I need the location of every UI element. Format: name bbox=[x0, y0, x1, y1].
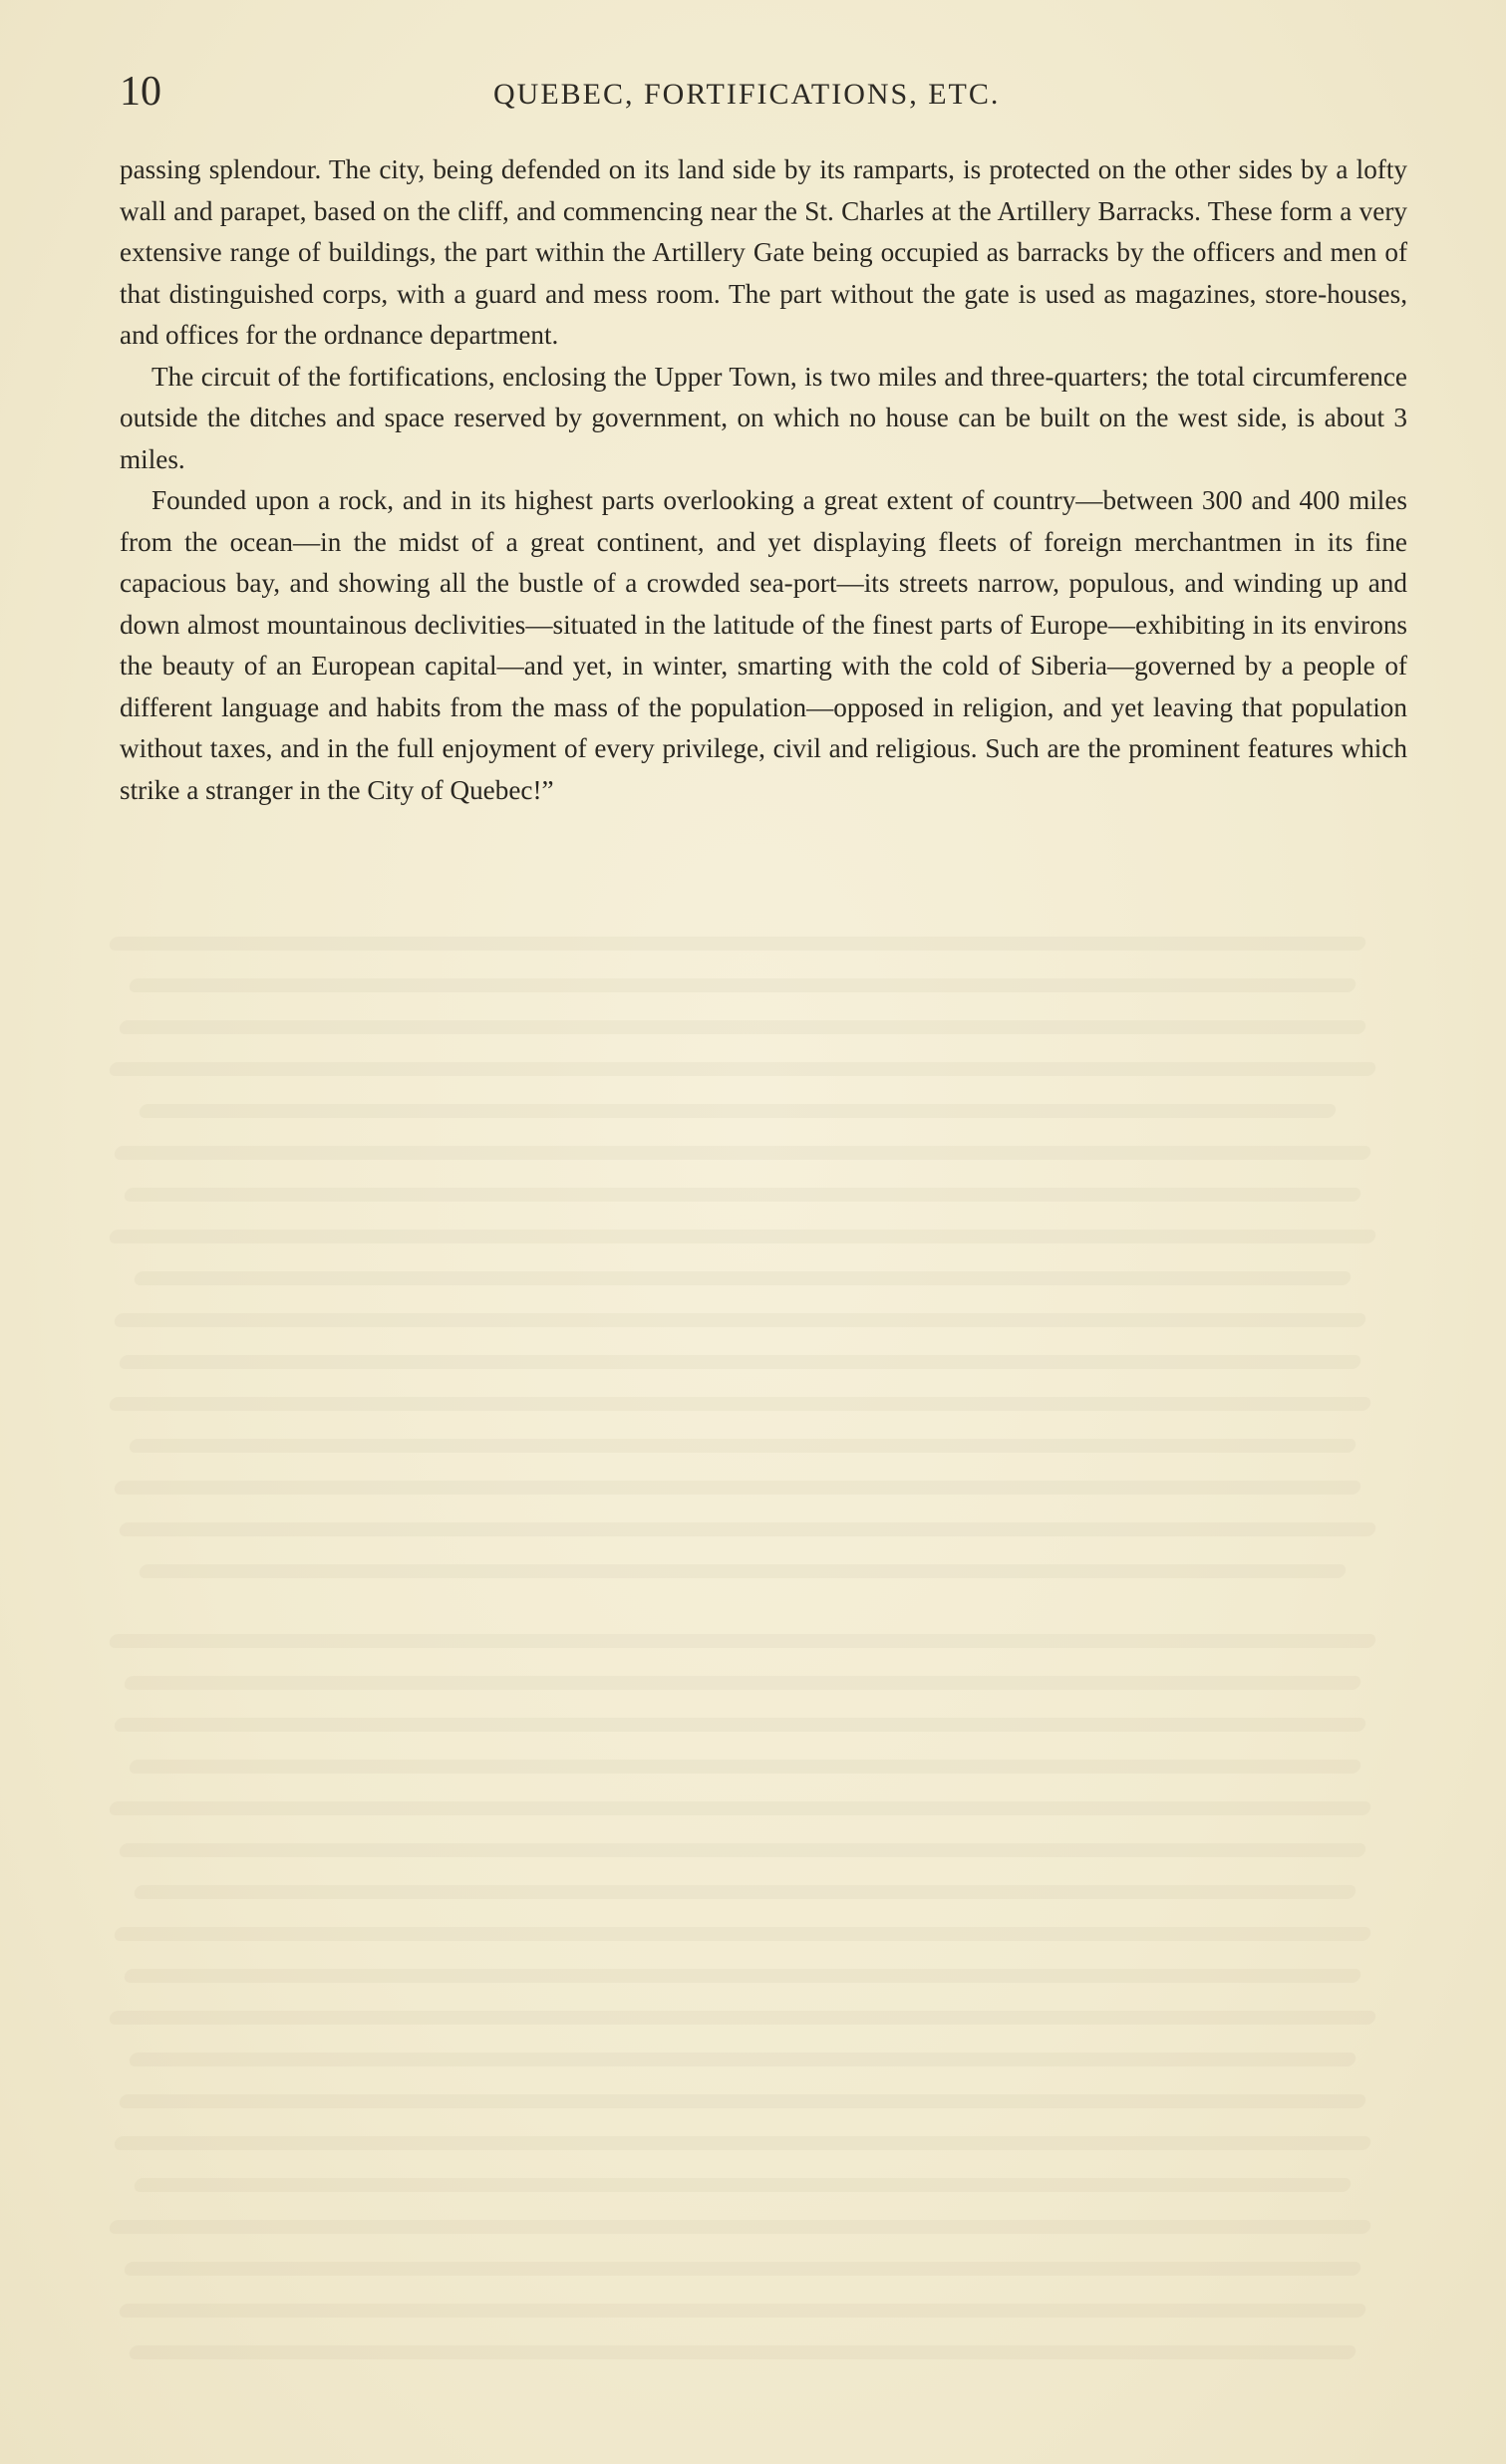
show-through-texture bbox=[100, 937, 1425, 2401]
running-head: QUEBEC, FORTIFICATIONS, ETC. bbox=[493, 78, 1001, 111]
page-number: 10 bbox=[120, 69, 161, 115]
body-text bbox=[120, 149, 1407, 811]
page-header bbox=[120, 62, 1405, 122]
paragraph-3: Founded upon a rock, and in its highest parts overlooking a great extent of country—between 300 and 400 miles from the ocean—in the midst of a great continent, and yet displaying fleets of foreign merchantmen in its fine capacious bay, and showing all the bustle of a crowded sea-port—its streets narrow, populous, and winding up and down almost mountainous declivities—situated in the latitude of the finest parts of Europe—exhibiting in its environs the beauty of an European capital—and yet, in winter, smarting with the cold of Siberia—governed by a people of different language and habits from the mass of the population—opposed in religion, and yet leaving that population without taxes, and in the full enjoyment of every privilege, civil and religious. Such are the prominent features which strike a stranger in the City of Quebec!” bbox=[120, 485, 1407, 805]
paragraph-1: passing splendour. The city, being defended on its land side by its ramparts, is protected on the other sides by a lofty wall and parapet, based on the cliff, and commencing near the St. Charles at the Artillery Barracks. These form a very extensive range of buildings, the part within the Artillery Gate being occupied as barracks by the officers and men of that distinguished corps, with a guard and mess room. The part without the gate is used as magazines, store-houses, and offices for the ordnance department. bbox=[120, 154, 1407, 350]
paragraph-2: The circuit of the fortifications, enclosing the Upper Town, is two miles and three-quarters; the total circumference outside the ditches and space reserved by government, on which no house can be built on the west side, is about 3 miles. bbox=[120, 361, 1407, 474]
